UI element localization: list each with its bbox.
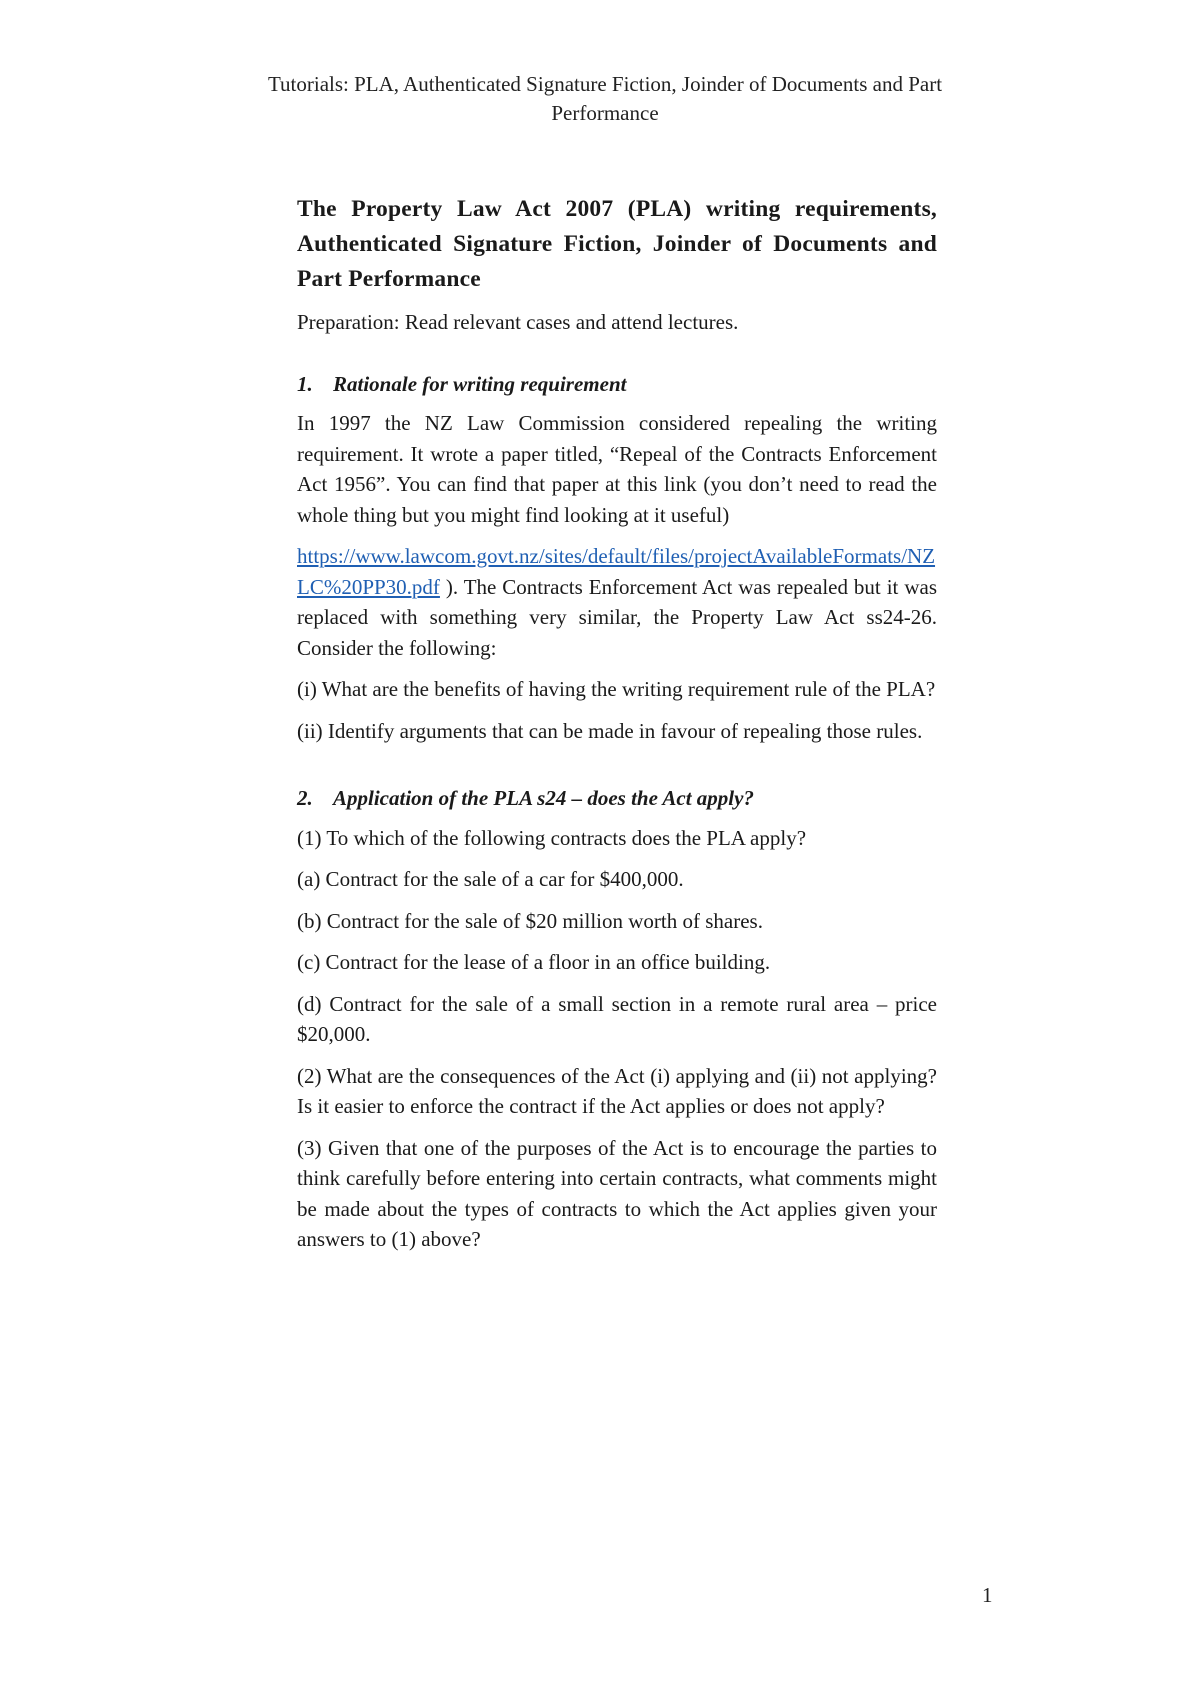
section-1-intro: In 1997 the NZ Law Commission considered repealing the writing requirement. It wrote a paper titled, “Repeal of the Contracts Enforcement Act 1956”. You can find that paper at this link (you don’t need to read the whole thing but you might find looking at it useful) bbox=[297, 411, 937, 527]
section-2-item-a: (a) Contract for the sale of a car for $400,000. bbox=[297, 867, 684, 891]
section-1-question-i: (i) What are the benefits of having the writing requirement rule of the PLA? bbox=[297, 677, 936, 701]
section-spacer bbox=[297, 757, 937, 783]
section-1-heading bbox=[297, 369, 937, 400]
section-2-question-3: (3) Given that one of the purposes of the Act is to encourage the parties to think carefully before entering into certain contracts, what comments might be made about the types of contracts to which the Act applies given your answers to (1) above? bbox=[297, 1135, 937, 1251]
section-2-number: 2. bbox=[297, 786, 313, 810]
law-commission-paper-link[interactable]: https://www.lawcom.govt.nz/sites/default/files/projectAvailableFormats/NZLC%20PP30.pdf bbox=[297, 544, 936, 599]
section-1-number: 1. bbox=[297, 371, 313, 396]
section-1-title: Rationale for writing requirement bbox=[333, 371, 627, 396]
page-number: 1 bbox=[982, 1583, 993, 1607]
section-2-heading bbox=[297, 783, 937, 814]
document-body bbox=[297, 192, 937, 1266]
section-1-question-ii: (ii) Identify arguments that can be made in favour of repealing those rules. bbox=[297, 718, 923, 743]
section-2-question-2: (2) What are the consequences of the Act (i) applying and (ii) not applying? Is it easier to enforce the contract if the Act applies or does not apply? bbox=[297, 1063, 937, 1118]
section-2-item-b: (b) Contract for the sale of $20 million worth of shares. bbox=[297, 908, 763, 933]
section-2-item-c: (c) Contract for the lease of a floor in an office building. bbox=[297, 950, 771, 974]
document-title: The Property Law Act 2007 (PLA) writing requirements, Authenticated Signature Fiction, Joinder of Documents and Part Performance bbox=[297, 196, 937, 292]
section-2-question-1: (1) To which of the following contracts does the PLA apply? bbox=[297, 825, 807, 850]
section-1-after-link: ). The Contracts Enforcement Act was repealed but it was replaced with something very similar, the Property Law Act ss24-26. Consider the following: bbox=[297, 574, 937, 660]
section-1-link-paragraph bbox=[297, 541, 937, 663]
preparation-note: Preparation: Read relevant cases and attend lectures. bbox=[297, 310, 739, 334]
section-2-title: Application of the PLA s24 – does the Act apply? bbox=[333, 786, 754, 810]
running-header-line-1: Tutorials: PLA, Authenticated Signature Fiction, Joinder of Documents and Part bbox=[267, 72, 943, 96]
section-2-item-d: (d) Contract for the sale of a small section in a remote rural area – price $20,000. bbox=[297, 991, 937, 1046]
running-header bbox=[190, 70, 1020, 128]
running-header-line-2: Performance bbox=[551, 101, 659, 125]
